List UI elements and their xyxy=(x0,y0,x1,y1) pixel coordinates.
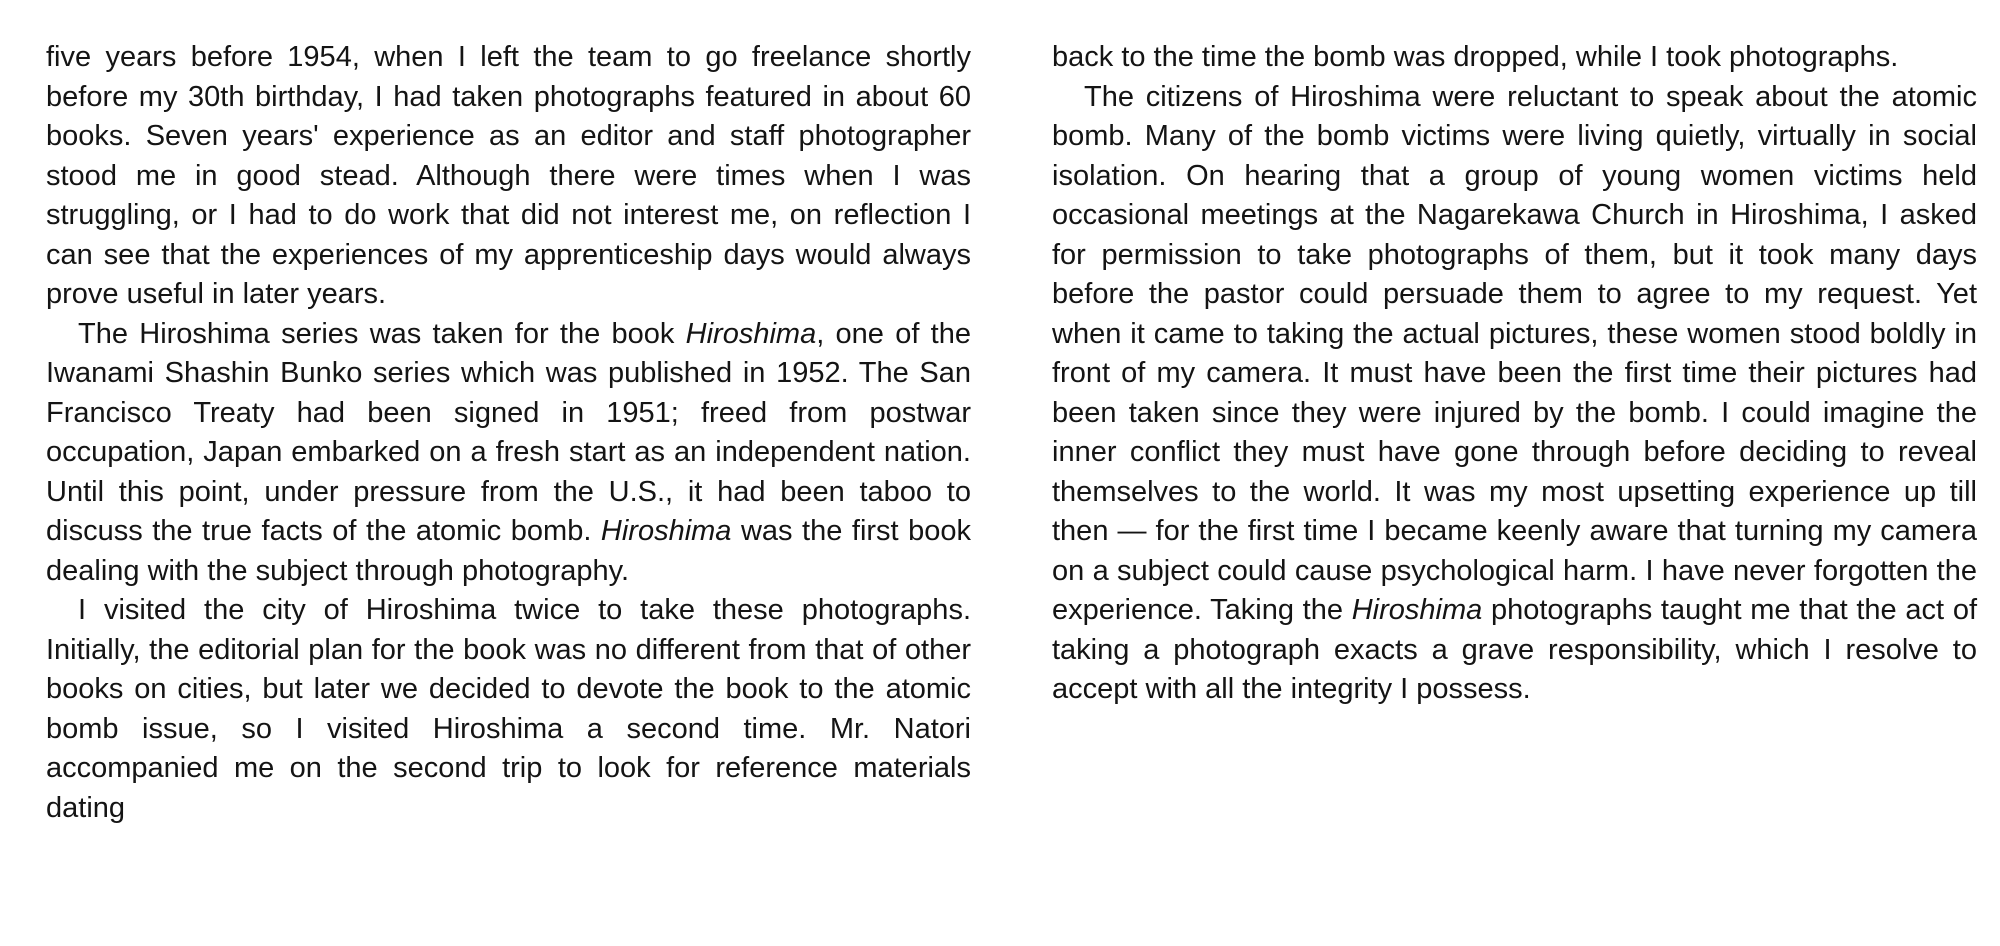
paragraph-left-2-part-a: The Hiroshima series was taken for the book xyxy=(78,317,686,350)
left-column xyxy=(46,38,971,828)
paragraph-left-1: five years before 1954, when I left the team to go freelance shortly before my 30th birthday, I had taken photographs featured in about 60 books. Seven years' experience as an editor and staff photographer stood me in good stead. Although there were times when I was struggling, or I had to do work that did not interest me, on reflection I can see that the experiences of my apprenticeship days would always prove useful in later years. xyxy=(46,41,971,310)
book-title-hiroshima: Hiroshima xyxy=(1351,594,1483,626)
paragraph-right-2-part-a: The citizens of Hiroshima were reluctant to speak about the atomic bomb. Many of the bomb victims were living quietly, virtually in social isolation. On hearing that a group of young women victims held occasional meetings at the Nagarekawa Church in Hiroshima, I asked for permission to take photographs of them, but it took many days before the pastor could persuade them to agree to my request. Yet when it came to taking the actual pictures, these women stood boldly in front of my camera. It must have been the first time their pictures had been taken since they were injured by the bomb. I could imagine the inner conflict they must have gone through before deciding to reveal themselves to the world. It was my most upsetting experience up till then — for the first time I became keenly aware that turning my camera on a subject could cause psychological harm. I have never forgotten the experience. Taking the xyxy=(1052,80,1977,626)
paragraph-left-2-part-c: , one of the Iwanami Shashin Bunko series which was published in 1952. The San Francisco Treaty had been signed in 1951; freed from postwar occupation, Japan embarked on a fresh start as an independent nation. Until this point, under pressure from the U.S., it had been taboo to discuss the true facts of the atomic bomb. xyxy=(46,317,971,547)
book-title-hiroshima: Hiroshima xyxy=(685,317,817,350)
right-column xyxy=(1052,38,1977,710)
paragraph-left-2-part-e: was the first book dealing with the subject through photography. xyxy=(46,515,971,587)
paragraph-right-1: back to the time the bomb was dropped, while I took photographs. xyxy=(1052,41,1899,73)
paragraph-left-2 xyxy=(46,315,971,592)
paragraph-right-2 xyxy=(1052,78,1977,710)
book-title-hiroshima: Hiroshima xyxy=(600,515,732,547)
paragraph-right-2-part-c: photographs taught me that the act of taking a photograph exacts a grave responsibility, which I resolve to accept with all the integrity I possess. xyxy=(1052,594,1977,705)
paragraph-left-3: I visited the city of Hiroshima twice to take these photographs. Initially, the editorial plan for the book was no different from that of other books on cities, but later we decided to devote the book to the atomic bomb issue, so I visited Hiroshima a second time. Mr. Natori accompanied me on the second trip to look for reference materials dating xyxy=(46,594,971,824)
